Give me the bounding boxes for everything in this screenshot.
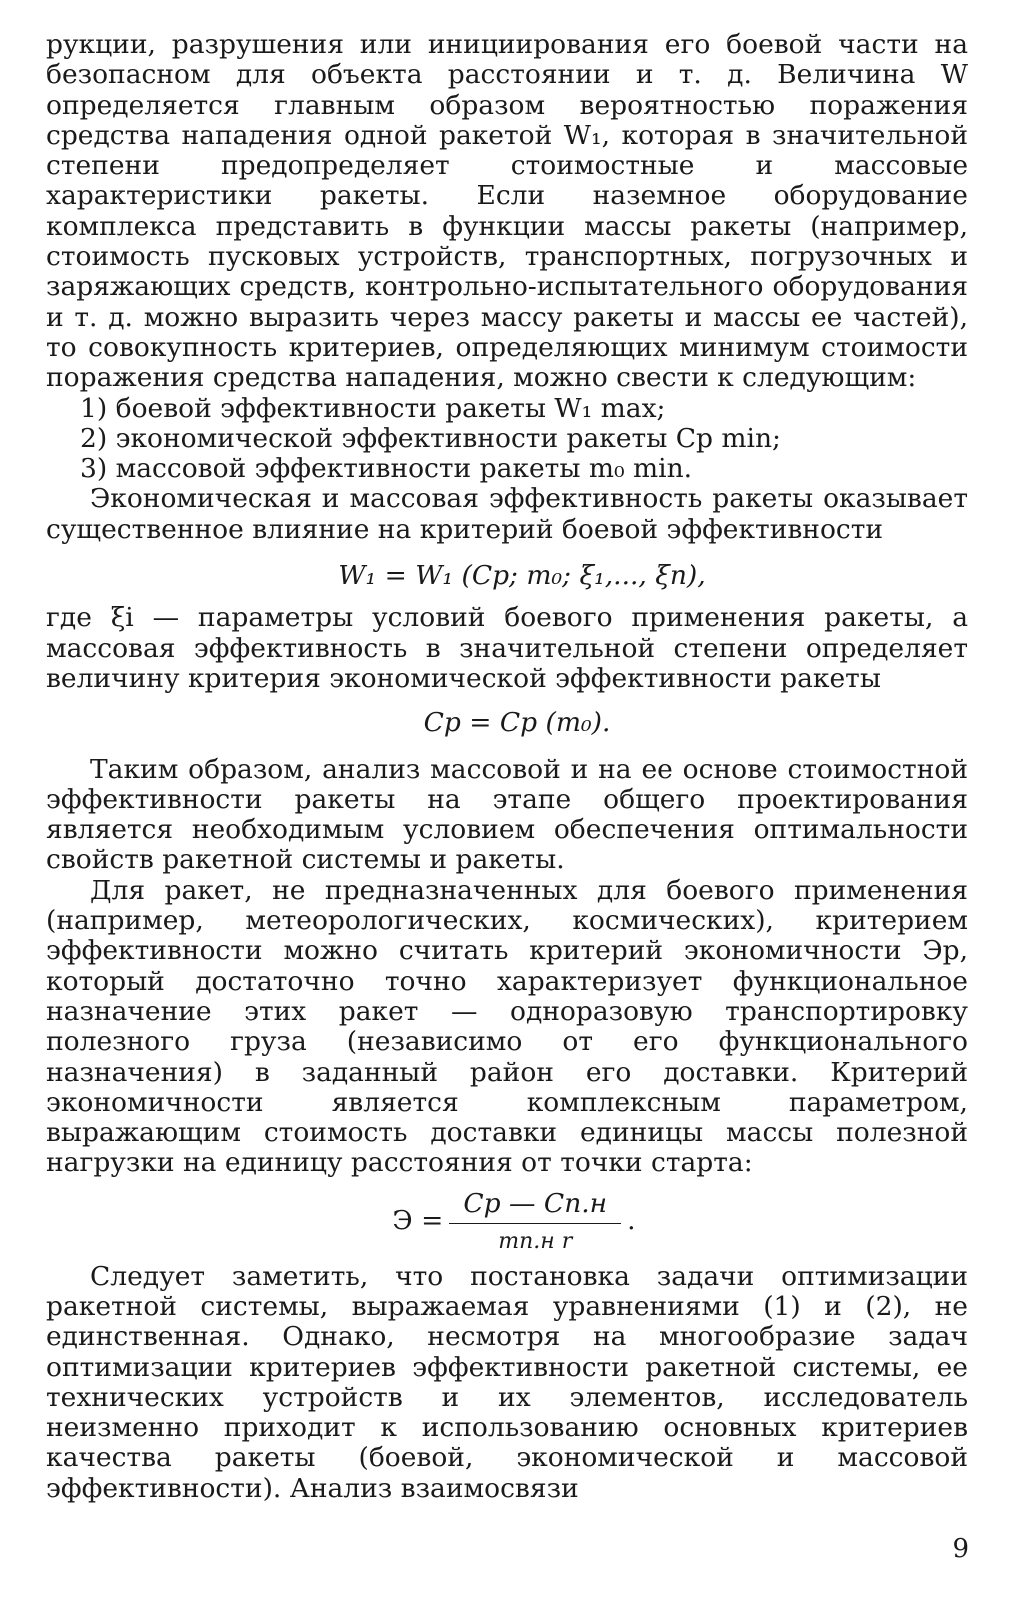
page-number: 9 [952, 1534, 969, 1564]
paragraph-1: рукции, разрушения или инициирования его боевой части на безопасном для объекта расстоянии и т. д. Величина W определяется главным образом вероятностью поражения средства нападения одной ракетой W₁, которая в значительной степени предопределяет стоимостные и массовые характеристики ракеты. Если наземное оборудование комплекса представить в функции массы ракеты (например, стоимость пусковых устройств, транспортных, погрузочных и заряжающих средств, контрольно-испытательного оборудования и т. д. можно выразить через массу ракеты и массы ее частей), то совокупность критериев, определяющих минимум стоимости поражения средства нападения, можно свести к следующим: [46, 29, 968, 394]
paragraph-5: Для ракет, не предназначенных для боевого применения (например, метеорологических, космических), критерием эффективности можно считать критерий экономичности Эр, который достаточно точно характеризует функциональное назначение этих ракет — одноразовую транспортировку полезного груза (независимо от его функционального назначения) в заданный район его доставки. Критерий экономичности является комплексным параметром, выражающим стоимость доставки единицы массы полезной нагрузки на единицу расстояния от точки старта: [46, 874, 968, 1179]
equation-3-lhs: Э = [392, 1205, 444, 1237]
paragraph-3: где ξi — параметры условий боевого применения ракеты, а массовая эффективность в значительной степени определяет величину критерия экономической эффективности ракеты [46, 602, 968, 694]
list-item-3: 3) массовой эффективности ракеты m₀ min. [80, 453, 693, 485]
paragraph-6: Следует заметить, что постановка задачи оптимизации ракетной системы, выражаемая уравнениями (1) и (2), не единственная. Однако, несмотря на многообразие задач оптимизации критериев эффективности ракетной системы, ее технических устройств и их элементов, исследователь неизменно приходит к использованию основных критериев качества ракеты (боевой, экономической и массовой эффективности). Анализ взаимосвязи [46, 1260, 968, 1504]
equation-2: Cp = Cp (m₀). [423, 707, 611, 739]
equation-3-fraction [449, 1187, 621, 1256]
list-item-2: 2) экономической эффективности ракеты Cp min; [80, 422, 781, 454]
equation-3 [46, 1187, 968, 1256]
equation-3-denominator: mп.н r [498, 1228, 573, 1254]
list-item-1: 1) боевой эффективности ракеты W₁ max; [80, 392, 666, 424]
page-body [46, 30, 968, 1504]
paragraph-4: Таким образом, анализ массовой и на ее основе стоимостной эффективности ракеты на этапе общего проектирования является необходимым условием обеспечения оптимальности свойств ракетной системы и ракеты. [46, 753, 968, 876]
equation-3-tail: . [627, 1205, 636, 1237]
equation-1: W₁ = W₁ (Cp; m₀; ξ₁,..., ξn), [338, 560, 706, 592]
equation-3-numerator: Cp — Cп.н [449, 1187, 621, 1224]
paragraph-2: Экономическая и массовая эффективность ракеты оказывает существенное влияние на критерий боевой эффективности [46, 483, 968, 545]
